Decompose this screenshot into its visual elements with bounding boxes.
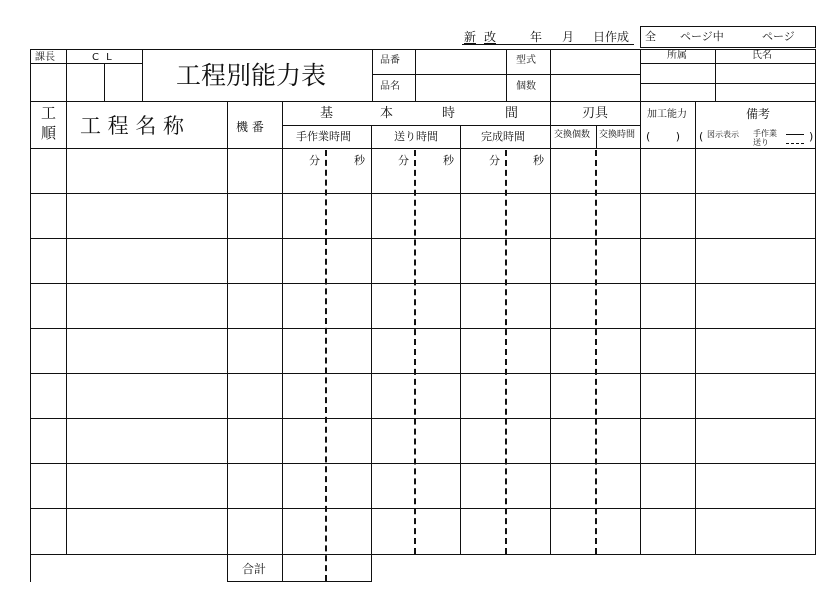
legend-manual-solid-line	[786, 134, 804, 135]
date-year-label: 年	[530, 30, 543, 44]
basic-time-label-2: 本	[380, 106, 394, 121]
remarks-label: 備考	[746, 107, 771, 121]
info-divider-3	[506, 49, 507, 101]
tooling-label: 刃具	[582, 106, 609, 121]
change-count-label: 交換個数	[554, 130, 591, 140]
feed-time-dashed-divider	[414, 150, 416, 554]
part-name-label: 品名	[380, 81, 400, 92]
info-divider-2	[415, 49, 416, 101]
subheader-line	[282, 125, 640, 126]
column-divider-machine	[282, 101, 283, 582]
column-header-bottom-line	[30, 148, 815, 149]
approval-divider-1	[66, 49, 67, 101]
page-of-label: ページ中	[680, 30, 724, 43]
legend-open-paren: (	[699, 130, 704, 143]
department-label: 所属	[667, 50, 687, 61]
manual-second-label: 秒	[354, 154, 365, 167]
row-line-6	[30, 418, 815, 419]
column-divider-name	[227, 101, 228, 582]
legend-manual-label: 手作業	[753, 129, 777, 138]
affiliation-line-1	[640, 63, 815, 64]
completion-second-label: 秒	[533, 154, 544, 167]
legend-label: 図示表示	[707, 130, 739, 139]
info-divider-1	[372, 49, 373, 101]
process-order-label-1: 工	[41, 104, 57, 122]
row-line-4	[30, 328, 815, 329]
approval-divider-3	[142, 49, 143, 101]
feed-time-label: 送り時間	[394, 130, 438, 143]
feed-minute-label: 分	[398, 154, 409, 167]
revision-change-label: 改	[484, 30, 497, 44]
cl-label: C L	[92, 52, 114, 63]
total-row-bottom-line	[227, 581, 371, 582]
completion-time-label: 完成時間	[481, 130, 525, 143]
manual-time-dashed-divider	[325, 150, 327, 581]
table-bottom-line	[30, 554, 815, 555]
column-divider-tooling-header	[596, 125, 597, 148]
total-label: 合計	[242, 562, 267, 576]
manual-time-label: 手作業時間	[296, 130, 351, 143]
capacity-paren-label: ( )	[646, 130, 681, 143]
row-line-8	[30, 508, 815, 509]
feed-second-label: 秒	[443, 154, 454, 167]
manual-minute-label: 分	[309, 154, 320, 167]
page-current-label: ページ	[762, 30, 795, 43]
header-bottom-line	[30, 101, 815, 102]
completion-minute-label: 分	[489, 154, 500, 167]
process-name-label: 工 程 名 称	[80, 114, 185, 138]
model-label: 型式	[516, 55, 536, 66]
info-divider-4	[550, 49, 551, 101]
legend-feed-dashed-line	[786, 143, 804, 144]
quantity-label: 個数	[516, 81, 536, 92]
section-chief-label: 課長	[35, 52, 55, 63]
row-line-2	[30, 238, 815, 239]
sheet-title: 工程別能力表	[176, 61, 327, 90]
approval-label-line	[30, 63, 142, 64]
capacity-label: 加工能力	[647, 109, 687, 120]
legend-feed-label: 送り	[753, 138, 769, 147]
page-total-label: 全	[645, 30, 656, 43]
row-line-7	[30, 463, 815, 464]
legend-close-paren: )	[809, 130, 814, 143]
header-top-line	[30, 49, 815, 50]
row-line-3	[30, 283, 815, 284]
left-border	[30, 49, 31, 582]
completion-time-dashed-divider	[505, 150, 507, 554]
date-underline	[462, 44, 634, 45]
basic-time-label-1: 基	[320, 106, 334, 121]
right-border	[815, 49, 816, 555]
change-time-label: 交換時間	[599, 130, 636, 140]
affiliation-line-2	[640, 83, 815, 84]
basic-time-label-3: 時	[442, 106, 456, 121]
info-divider-5	[640, 49, 641, 101]
name-label: 氏名	[752, 50, 772, 61]
affiliation-divider	[715, 49, 716, 101]
basic-time-label-4: 間	[505, 106, 519, 121]
part-number-label: 品番	[380, 55, 400, 66]
date-created-label: 日作成	[593, 30, 630, 44]
date-month-label: 月	[562, 30, 575, 44]
machine-number-label: 機 番	[236, 120, 264, 134]
tooling-dashed-divider	[595, 150, 597, 554]
row-line-1	[30, 193, 815, 194]
revision-new-label: 新	[464, 30, 477, 44]
row-line-5	[30, 373, 815, 374]
column-divider-feed	[460, 125, 461, 555]
process-order-label-2: 順	[41, 124, 57, 142]
approval-divider-2	[104, 63, 105, 101]
